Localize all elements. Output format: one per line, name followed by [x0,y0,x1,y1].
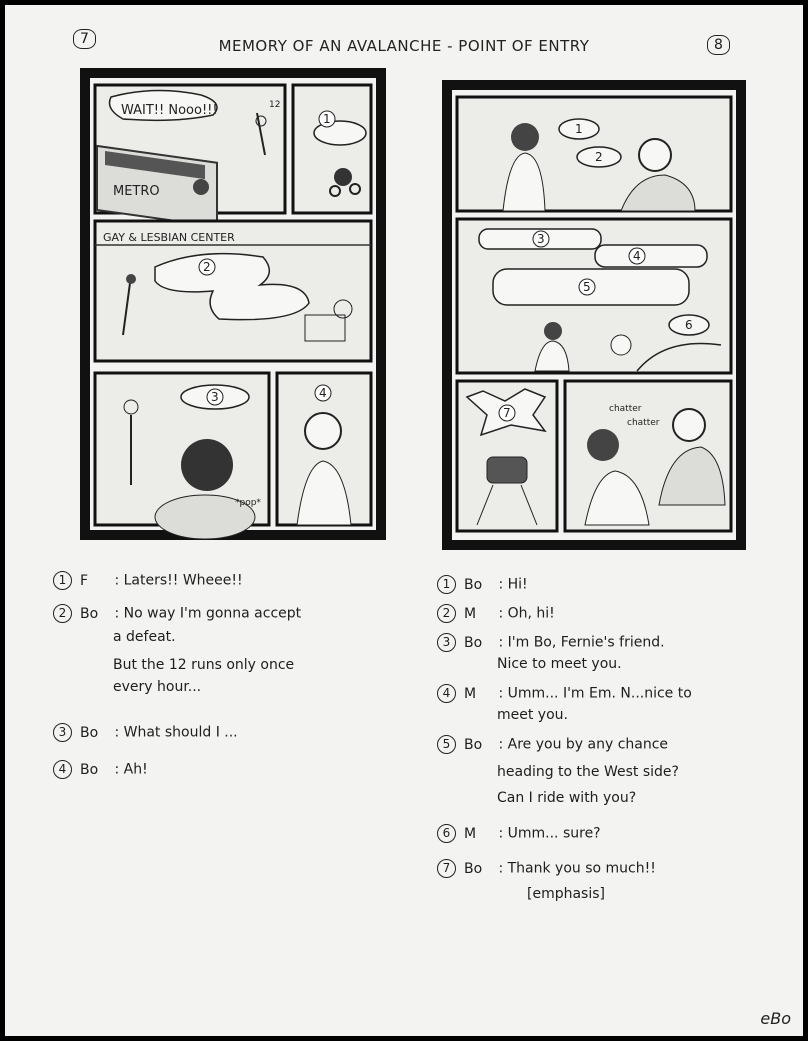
panel-ah [277,373,371,525]
bubble-number-3: 3 [537,232,545,246]
speaker: Bo [464,634,483,651]
speaker: Bo [464,576,483,593]
speaker: Bo [464,736,483,753]
speaker: M [464,605,477,622]
page-title: MEMORY OF AN AVALANCHE - POINT OF ENTRY [218,37,590,55]
panel-chatter [565,381,731,531]
dialogue: I'm Bo, Fernie's friend. [507,634,665,651]
pop-sound: *pop* [235,498,261,508]
line-number: 1 [53,571,72,590]
dialogue-continued: Nice to meet you. [497,656,622,672]
dialogue: Oh, hi! [507,605,555,622]
dialogue: Ah! [123,761,148,778]
line-number: 2 [437,604,456,623]
dialogue: No way I'm gonna accept [123,605,302,622]
line-number: 1 [437,575,456,594]
dialogue-continued: heading to the West side? [497,764,679,780]
line-number: 5 [437,735,456,754]
center-sign: GAY & LESBIAN CENTER [103,231,235,244]
line-number: 6 [437,824,456,843]
panel-car [457,381,557,531]
line-number: 4 [437,684,456,703]
script-line: 4 M : Umm... I'm Em. N...nice to [437,684,787,703]
page-number-left: 7 [73,29,96,49]
chatter-text-2: chatter [627,418,660,428]
line-number: 7 [437,859,456,878]
bubble-number-2: 2 [203,260,211,274]
dialogue: Thank you so much!! [507,860,656,877]
speaker: M [464,685,477,702]
script-line: 6 M : Umm... sure? [437,824,787,843]
line-number: 3 [53,723,72,742]
dialogue: What should I ... [123,724,238,741]
dialogue-continued: every hour... [113,679,202,695]
bubble-number-4: 4 [633,249,641,263]
speaker: Bo [80,761,99,778]
left-script [53,571,393,779]
line-number: 2 [53,604,72,623]
bus-number: 12 [269,100,281,110]
speaker: M [464,825,477,842]
line-number: 3 [437,633,456,652]
bubble-number-1: 1 [323,112,331,126]
chatter-text-1: chatter [609,404,642,414]
speaker: Bo [80,605,99,622]
bubble-number-7: 7 [503,406,511,420]
page-number-right: 8 [707,35,730,55]
script-line: 3 Bo : What should I ... [53,723,393,742]
dialogue: Umm... sure? [507,825,601,842]
panel-conversation [457,219,731,373]
line-number: 4 [53,760,72,779]
bubble-number-1: 1 [575,122,583,136]
script-line: 1 F : Laters!! Wheee!! [53,571,393,590]
dialogue: Hi! [507,576,528,593]
dialogue-continued: a defeat. [113,629,176,645]
right-script [437,575,787,902]
dialogue-continued: Can I ride with you? [497,790,637,806]
artist-signature: eBo [760,1009,791,1028]
bus-sign: METRO [113,184,160,199]
comic-page [5,5,803,1036]
script-line: 4 Bo : Ah! [53,760,393,779]
dialogue: Are you by any chance [507,736,669,753]
script-line: 1 Bo : Hi! [437,575,787,594]
wait-shout: WAIT!! Nooo!!! [121,103,218,118]
panel-greeting [457,97,731,211]
script-line: 5 Bo : Are you by any chance [437,735,787,754]
bubble-number-2: 2 [595,150,603,164]
bubble-number-3: 3 [211,390,219,404]
script-line: 2 M : Oh, hi! [437,604,787,623]
speaker: Bo [80,724,99,741]
script-line: 3 Bo : I'm Bo, Fernie's friend. [437,633,787,652]
speaker: Bo [464,860,483,877]
panel-thinking [95,373,269,539]
bubble-number-4: 4 [319,386,327,400]
script-line: 7 Bo : Thank you so much!! [437,859,787,878]
dialogue: Laters!! Wheee!! [123,572,243,589]
panel-center [95,221,371,361]
bubble-number-5: 5 [583,280,591,294]
dialogue-continued: [emphasis] [527,886,605,902]
comic-panels [5,5,803,565]
panel-bus [95,85,285,227]
dialogue-continued: But the 12 runs only once [113,657,295,673]
dialogue-continued: meet you. [497,707,568,723]
speaker: F [80,572,89,589]
bubble-number-6: 6 [685,318,693,332]
dialogue: Umm... I'm Em. N...nice to [507,685,692,702]
script-line: 2 Bo : No way I'm gonna accept [53,604,393,623]
panel-biker [293,85,371,213]
